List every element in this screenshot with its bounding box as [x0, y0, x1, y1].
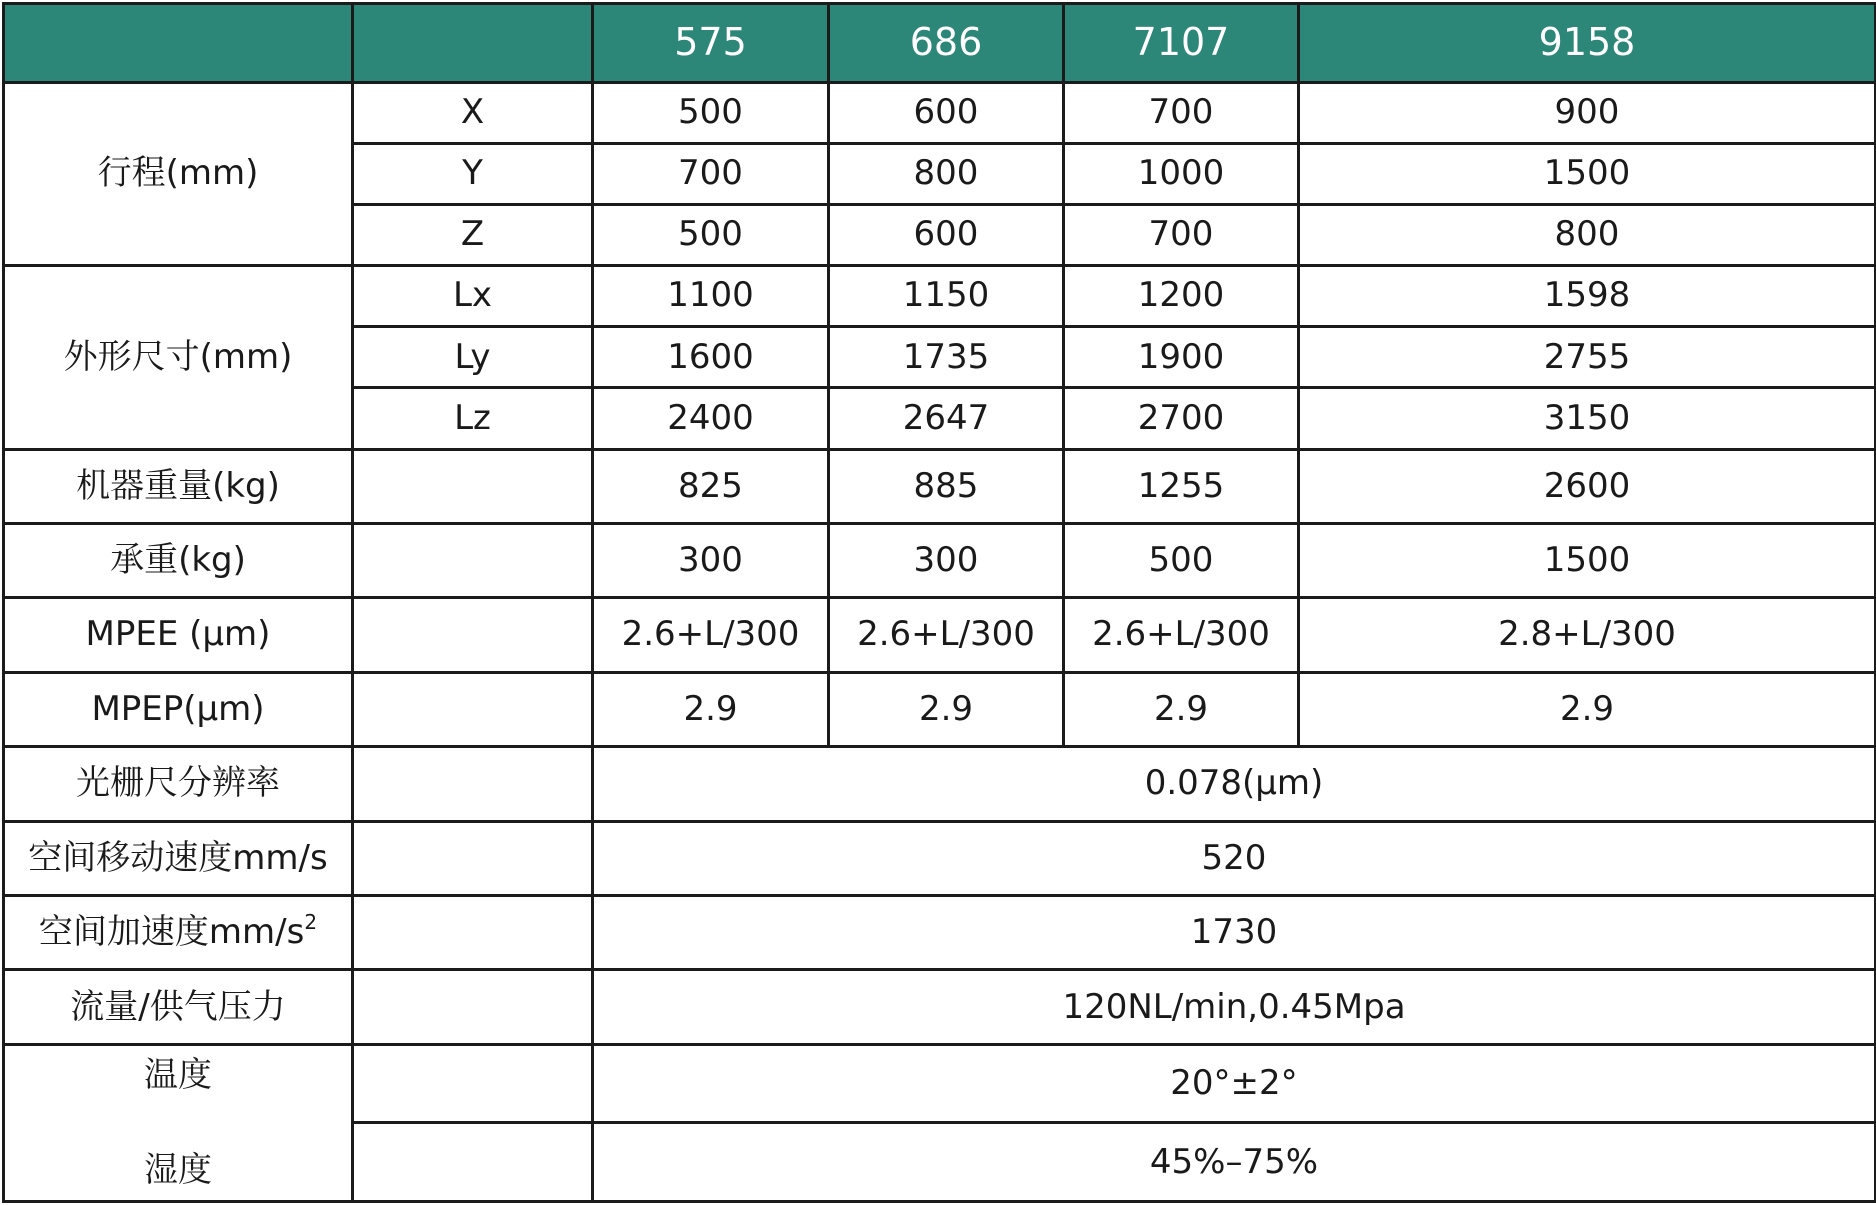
header-row: [4, 4, 1876, 83]
table-row: [4, 896, 1876, 970]
row-label: 光栅尺分辨率: [4, 747, 353, 821]
table-cell: 600: [829, 204, 1064, 265]
table-cell: 2.9: [1299, 672, 1876, 746]
empty-cell: [353, 598, 593, 672]
table-cell: 2.9: [593, 672, 829, 746]
table-cell: 2755: [1299, 327, 1876, 388]
superscript: 2: [304, 909, 318, 934]
row-label: 机器重量(kg): [4, 449, 353, 523]
row-label-text: 空间加速度mm/s: [38, 912, 305, 953]
row-label: MPEP(μm): [4, 672, 353, 746]
table-cell: 700: [1064, 82, 1299, 143]
table-cell: 1000: [1064, 143, 1299, 204]
table-cell: 885: [829, 449, 1064, 523]
table-row: [4, 598, 1876, 672]
table-cell: 2400: [593, 388, 829, 449]
empty-cell: [353, 1044, 593, 1123]
table-cell: 1500: [1299, 523, 1876, 597]
table-row: [4, 266, 1876, 327]
env-label-cell: [4, 1044, 353, 1201]
table-row: [4, 821, 1876, 895]
table-cell: 825: [593, 449, 829, 523]
table-cell: 800: [829, 143, 1064, 204]
row-label: [4, 896, 353, 970]
table-cell: 3150: [1299, 388, 1876, 449]
empty-cell: [353, 523, 593, 597]
table-cell: 1200: [1064, 266, 1299, 327]
table-cell: 500: [593, 82, 829, 143]
table-cell: 2.6+L/300: [829, 598, 1064, 672]
table-cell: 500: [1064, 523, 1299, 597]
table-cell: 1255: [1064, 449, 1299, 523]
row-label: 湿度: [144, 1149, 212, 1190]
table-cell: 700: [593, 143, 829, 204]
table-cell: 900: [1299, 82, 1876, 143]
table-cell: 1150: [829, 266, 1064, 327]
table-cell: 2.6+L/300: [593, 598, 829, 672]
header-blank-cell: [353, 4, 593, 83]
table-cell: 520: [593, 821, 1876, 895]
table-row: [4, 672, 1876, 746]
table-cell: 1730: [593, 896, 1876, 970]
axis-label: Z: [353, 204, 593, 265]
table-cell: 20°±2°: [593, 1044, 1876, 1123]
table-cell: 600: [829, 82, 1064, 143]
table-cell: 500: [593, 204, 829, 265]
table-row: [4, 449, 1876, 523]
table-cell: 1500: [1299, 143, 1876, 204]
empty-cell: [353, 896, 593, 970]
table-cell: 0.078(μm): [593, 747, 1876, 821]
table-row: [4, 1044, 1876, 1123]
empty-cell: [353, 747, 593, 821]
row-label: 行程(mm): [4, 82, 353, 266]
table-cell: 2.9: [1064, 672, 1299, 746]
empty-cell: [353, 672, 593, 746]
table-row: [4, 82, 1876, 143]
empty-cell: [353, 821, 593, 895]
row-label: MPEE (μm): [4, 598, 353, 672]
table-cell: 1735: [829, 327, 1064, 388]
table-cell: 2647: [829, 388, 1064, 449]
axis-label: Y: [353, 143, 593, 204]
table-row: [4, 523, 1876, 597]
table-cell: 1100: [593, 266, 829, 327]
empty-cell: [353, 449, 593, 523]
row-label: 温度: [144, 1054, 212, 1095]
table-row: [4, 970, 1876, 1044]
axis-label: Lx: [353, 266, 593, 327]
spec-table: [2, 2, 1876, 1203]
model-header: 9158: [1299, 4, 1876, 83]
table-cell: 120NL/min,0.45Mpa: [593, 970, 1876, 1044]
row-label: 流量/供气压力: [4, 970, 353, 1044]
table-cell: 2.8+L/300: [1299, 598, 1876, 672]
table-cell: 2.9: [829, 672, 1064, 746]
model-header: 686: [829, 4, 1064, 83]
table-cell: 700: [1064, 204, 1299, 265]
table-cell: 1600: [593, 327, 829, 388]
table-cell: 300: [829, 523, 1064, 597]
table-cell: 800: [1299, 204, 1876, 265]
row-label: 空间移动速度mm/s: [4, 821, 353, 895]
table-cell: 1598: [1299, 266, 1876, 327]
table-cell: 1900: [1064, 327, 1299, 388]
axis-label: X: [353, 82, 593, 143]
row-label: 承重(kg): [4, 523, 353, 597]
header-blank-cell: [4, 4, 353, 83]
empty-cell: [353, 970, 593, 1044]
table-cell: 2700: [1064, 388, 1299, 449]
axis-label: Lz: [353, 388, 593, 449]
model-header: 7107: [1064, 4, 1299, 83]
table-cell: 2.6+L/300: [1064, 598, 1299, 672]
model-header: 575: [593, 4, 829, 83]
table-cell: 45%–75%: [593, 1123, 1876, 1202]
empty-cell: [353, 1123, 593, 1202]
axis-label: Ly: [353, 327, 593, 388]
table-row: [4, 747, 1876, 821]
table-cell: 300: [593, 523, 829, 597]
table-cell: 2600: [1299, 449, 1876, 523]
row-label: 外形尺寸(mm): [4, 266, 353, 450]
